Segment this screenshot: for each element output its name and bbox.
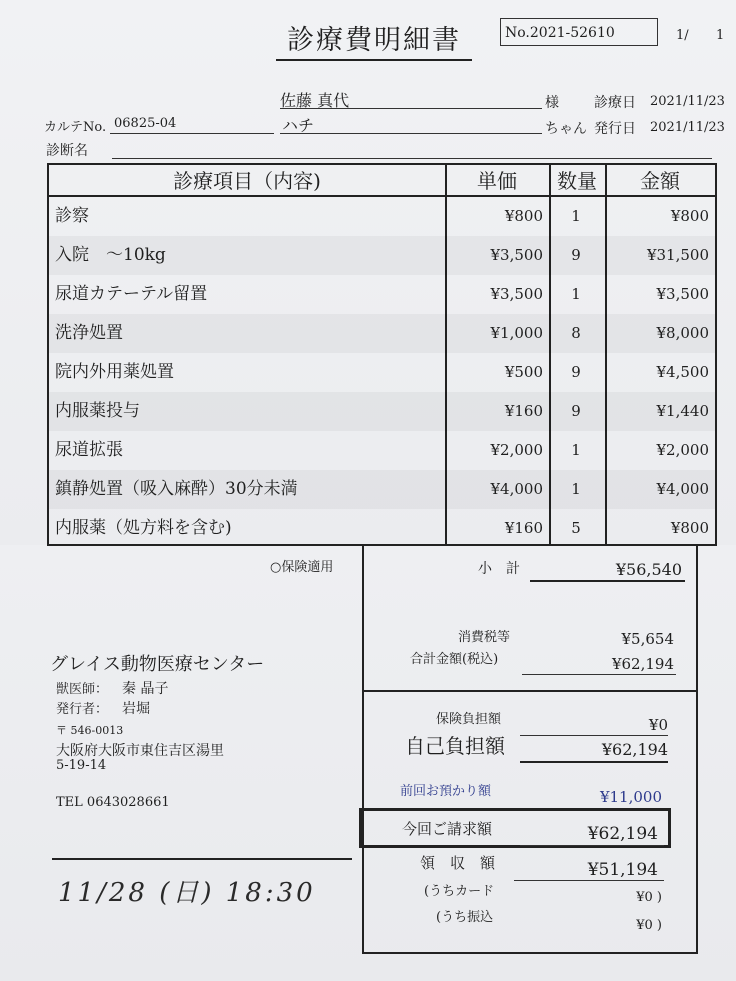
owner-suffix: 様	[545, 95, 559, 111]
insurance-value: ¥0	[648, 716, 668, 734]
total-value: ¥62,194	[611, 655, 674, 673]
row-item: 内服薬（処方料を含む)	[55, 518, 232, 538]
row-amount: ¥2,000	[656, 441, 709, 459]
row-price: ¥3,500	[490, 246, 543, 264]
row-qty: 1	[571, 207, 581, 225]
row-price: ¥500	[504, 363, 543, 381]
billing-value: ¥62,194	[587, 824, 658, 844]
prev-deposit-value: ¥11,000	[599, 788, 662, 806]
table-row	[49, 470, 715, 509]
row-item: 洗浄処置	[55, 323, 123, 343]
row-amount: ¥4,500	[656, 363, 709, 381]
issuer-label: 発行者：	[56, 702, 109, 717]
table-row	[49, 275, 715, 314]
issue-date: 2021/11/23	[650, 120, 725, 135]
row-amount: ¥800	[670, 207, 709, 225]
row-amount: ¥4,000	[656, 480, 709, 498]
visit-date: 2021/11/23	[650, 94, 725, 109]
issuer-name: 岩堀	[122, 701, 150, 717]
pet-underline	[280, 133, 542, 134]
chart-no-label: カルテNo.	[44, 120, 107, 135]
received-underline	[514, 880, 664, 881]
page-current: 1/	[676, 28, 689, 43]
page-total: 1	[716, 28, 725, 43]
document-number: No.2021-52610	[500, 18, 658, 46]
self-pay-label: 自己負担額	[405, 734, 505, 758]
issue-date-label: 発行日	[594, 121, 636, 137]
tax-value: ¥5,654	[621, 630, 674, 648]
chart-no-underline	[110, 133, 274, 134]
received-label: 領 収 額	[420, 854, 496, 872]
insurance-underline	[520, 735, 668, 736]
table-row	[49, 431, 715, 470]
header-price: 単価	[445, 165, 549, 197]
billing-underline	[520, 845, 664, 846]
row-qty: 9	[571, 363, 581, 381]
table-row	[49, 392, 715, 431]
insurance-applied: ○保険適用	[270, 560, 334, 575]
row-item: 尿道カテーテル留置	[55, 284, 208, 304]
row-qty: 1	[571, 480, 581, 498]
row-amount: ¥3,500	[656, 285, 709, 303]
header-item: 診療項目（内容)	[49, 165, 445, 197]
tax-label: 消費税等	[458, 630, 511, 645]
table-row	[49, 236, 715, 275]
row-qty: 5	[571, 519, 581, 537]
row-price: ¥1,000	[490, 324, 543, 342]
row-item: 入院 ～10kg	[55, 245, 166, 265]
vet-name: 秦 晶子	[122, 681, 169, 697]
insurance-label: 保険負担額	[436, 712, 502, 727]
row-price: ¥160	[504, 519, 543, 537]
table-row	[49, 353, 715, 392]
transfer-label: (うち振込	[436, 910, 494, 925]
row-item: 尿道拡張	[55, 440, 123, 460]
total-underline	[522, 674, 676, 675]
vet-label: 獣医師：	[56, 682, 109, 697]
row-item: 院内外用薬処置	[55, 362, 174, 382]
document-title: 診療費明細書	[276, 18, 472, 61]
table-row	[49, 509, 715, 548]
header-amount: 金額	[605, 165, 715, 197]
row-qty: 1	[571, 441, 581, 459]
address-line2: 5-19-14	[56, 758, 107, 773]
card-label: (うちカード	[424, 884, 495, 899]
clinic-tel: TEL 0643028661	[56, 795, 170, 810]
clinic-name: グレイス動物医療センター	[50, 654, 265, 675]
postal-code: 〒 546-0013	[56, 724, 124, 737]
row-qty: 9	[571, 246, 581, 264]
fee-table	[47, 163, 717, 546]
row-item: 内服薬投与	[55, 401, 140, 421]
diagnosis-label: 診断名	[46, 143, 88, 159]
table-row	[49, 314, 715, 353]
row-qty: 8	[571, 324, 581, 342]
billing-label: 今回ご請求額	[402, 820, 493, 838]
row-price: ¥2,000	[490, 441, 543, 459]
row-price: ¥4,000	[490, 480, 543, 498]
diagnosis-underline	[112, 158, 712, 159]
handwritten-datetime: 11/28 (日) 18:30	[58, 878, 316, 908]
self-pay-underline	[520, 761, 668, 763]
received-value: ¥51,194	[587, 860, 658, 880]
signature-line	[52, 858, 352, 860]
row-item: 診察	[55, 206, 89, 226]
row-price: ¥800	[504, 207, 543, 225]
pet-name: ハチ	[282, 116, 315, 135]
owner-underline	[280, 108, 542, 109]
visit-date-label: 診療日	[594, 95, 636, 111]
row-item: 鎮静処置（吸入麻酔）30分未満	[55, 479, 298, 499]
transfer-value: ¥0 )	[636, 918, 662, 933]
subtotal-underline	[530, 580, 685, 582]
self-pay-value: ¥62,194	[601, 740, 668, 759]
subtotal-value: ¥56,540	[615, 560, 682, 579]
row-amount: ¥1,440	[656, 402, 709, 420]
chart-no: 06825-04	[114, 116, 177, 131]
total-label: 合計金額(税込)	[410, 652, 499, 667]
prev-deposit-label: 前回お預かり額	[400, 784, 492, 799]
pet-suffix: ちゃん	[545, 121, 587, 137]
row-qty: 9	[571, 402, 581, 420]
row-price: ¥3,500	[490, 285, 543, 303]
row-qty: 1	[571, 285, 581, 303]
card-value: ¥0 )	[636, 890, 662, 905]
header-qty: 数量	[549, 165, 605, 197]
owner-name: 佐藤 真代	[280, 91, 350, 110]
row-price: ¥160	[504, 402, 543, 420]
row-amount: ¥8,000	[656, 324, 709, 342]
subtotal-label: 小 計	[478, 561, 520, 577]
totals-divider	[362, 690, 698, 692]
table-row	[49, 197, 715, 236]
row-amount: ¥800	[670, 519, 709, 537]
row-amount: ¥31,500	[646, 246, 709, 264]
address-line1: 大阪府大阪市東住吉区湯里	[56, 743, 224, 759]
